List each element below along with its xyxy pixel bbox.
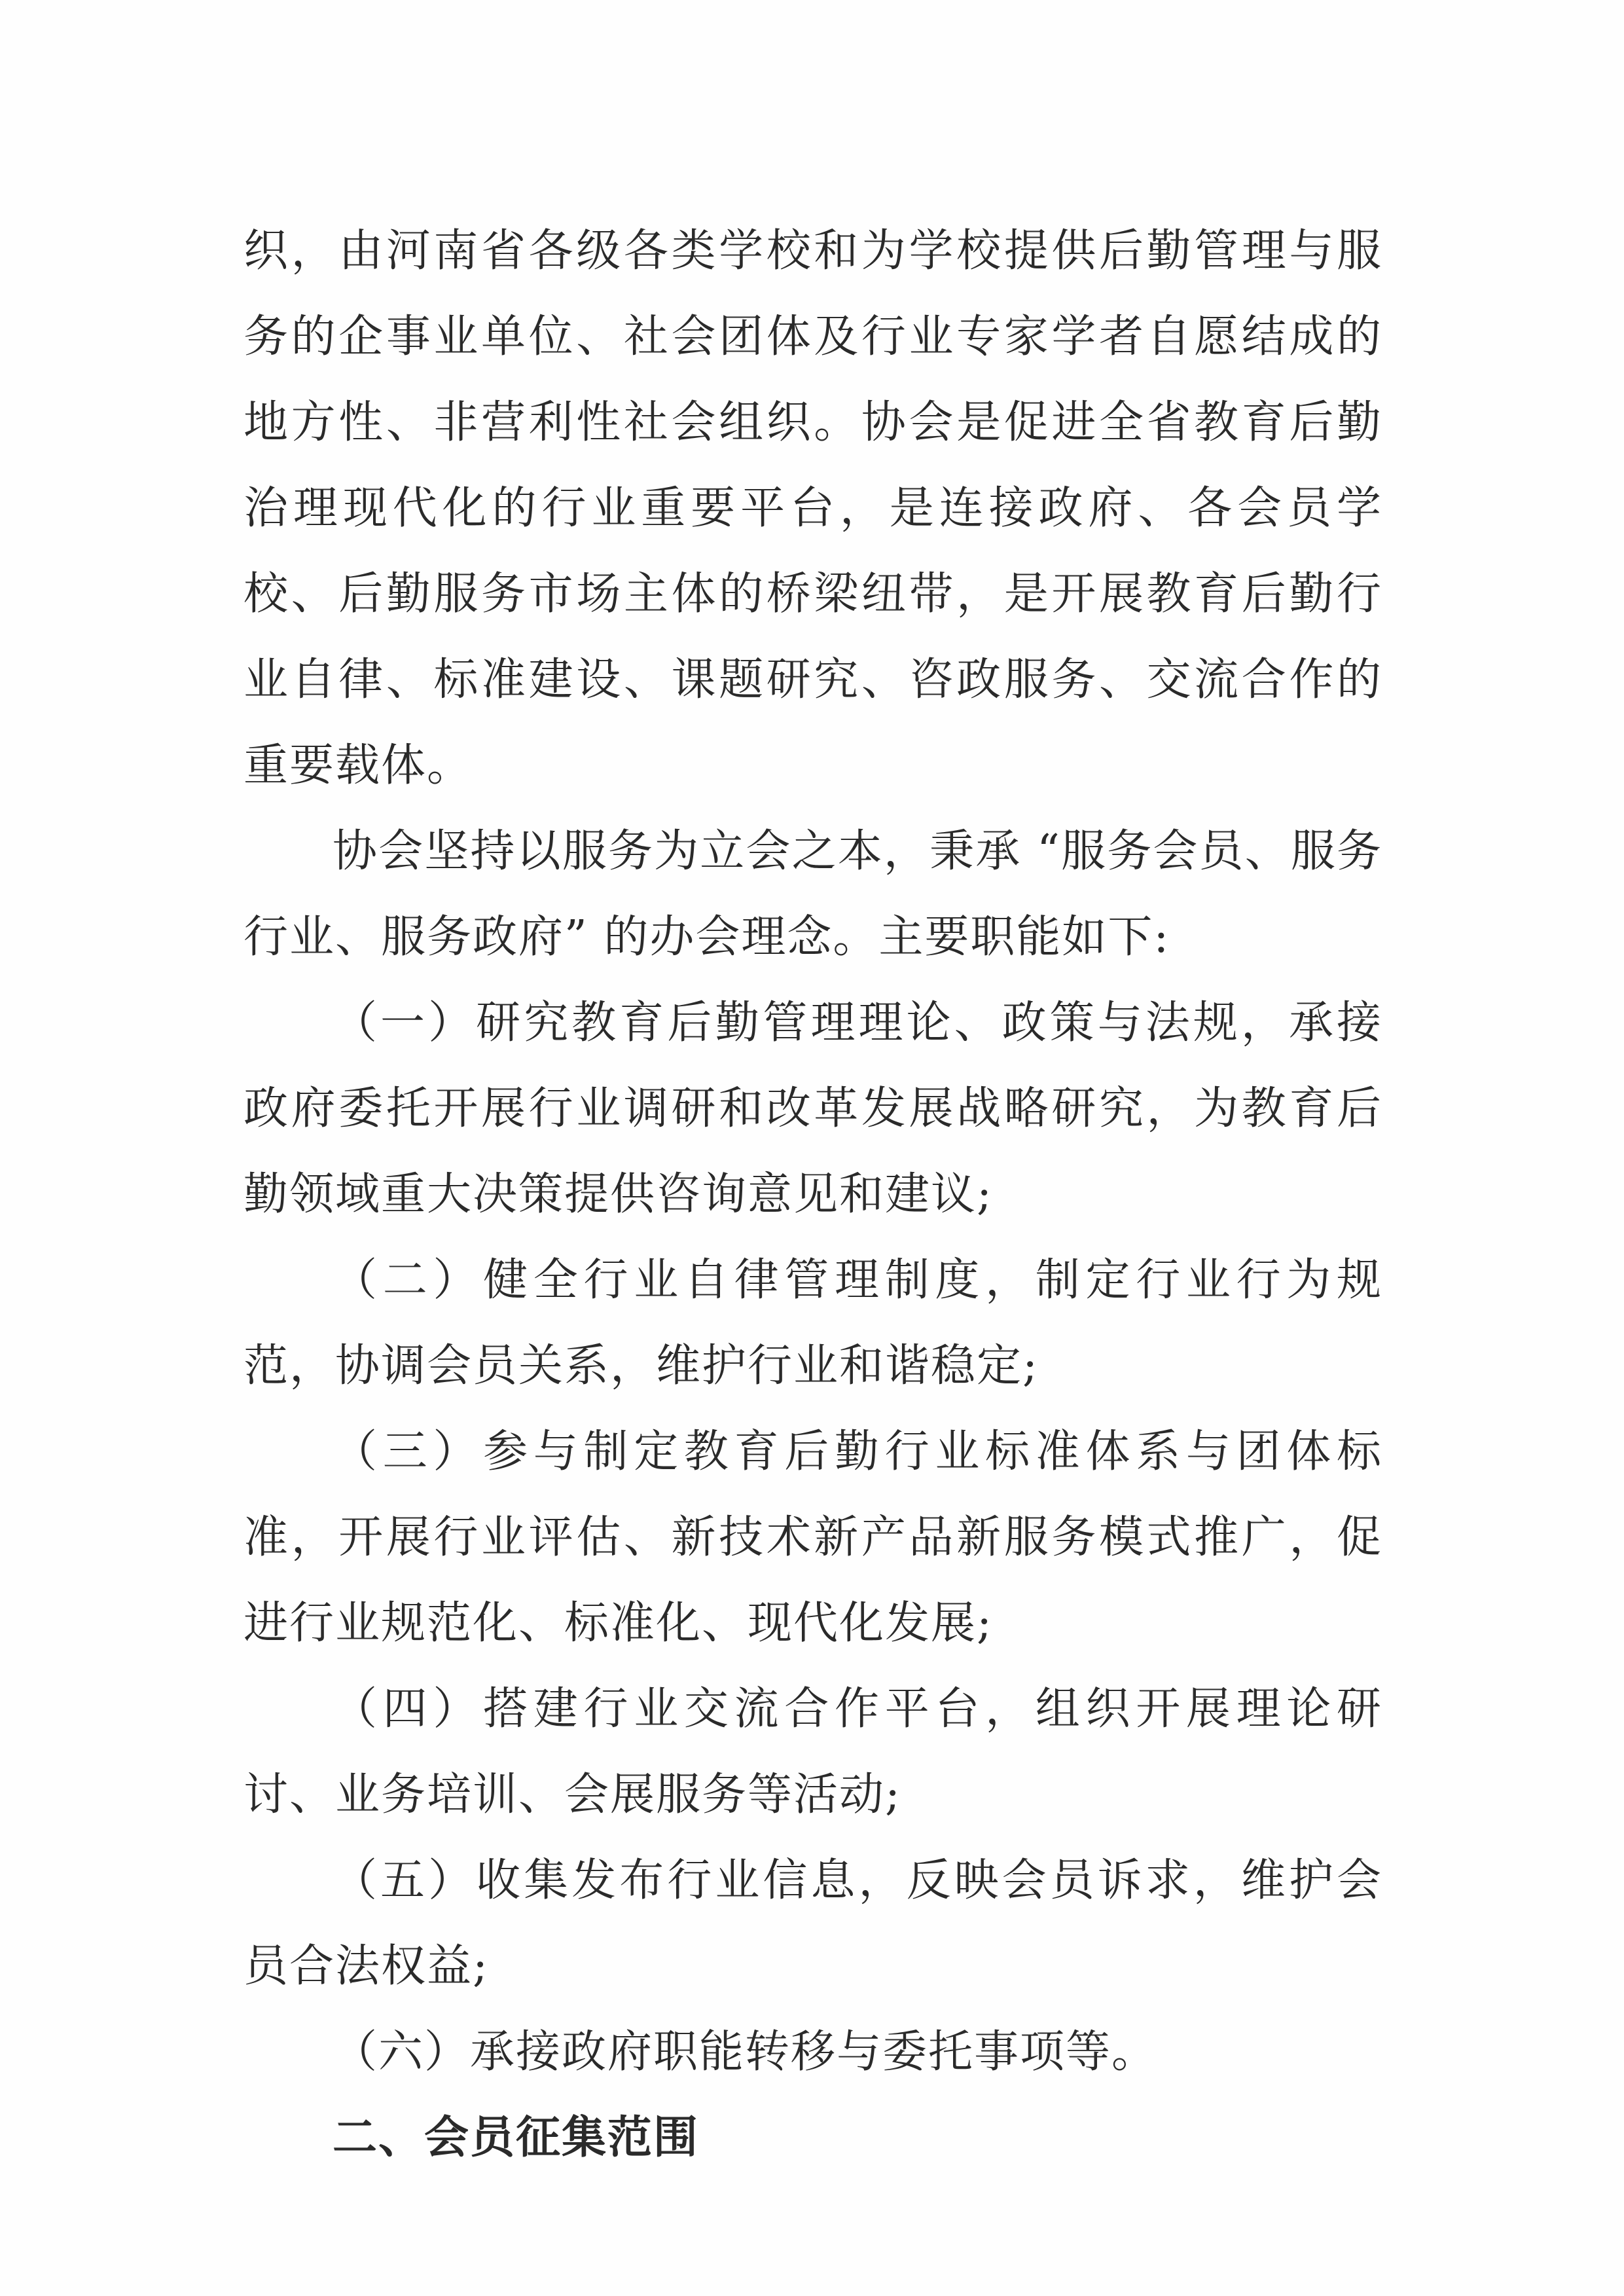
paragraph-service-philosophy: 协会坚持以服务为立会之本，秉承 “服务会员、服务行业、服务政府” 的办会理念。主要职能如下: (244, 826, 1382, 963)
function-item-3: （三）参与制定教育后勤行业标准体系与团体标准，开展行业评估、新技术新产品新服务模式推广，促进行业规范化、标准化、现代化发展; (244, 1426, 1382, 1649)
function-item-1: （一）研究教育后勤管理理论、政策与法规，承接政府委托开展行业调研和改革发展战略研究，为教育后勤领域重大决策提供咨询意见和建议; (244, 997, 1382, 1220)
document-body (244, 208, 1382, 2181)
section-heading-membership-scope: 二、会员征集范围 (333, 2112, 700, 2164)
function-item-5: （五）收集发布行业信息，反映会员诉求，维护会员合法权益; (244, 1855, 1382, 1992)
paragraph-association-intro: 织，由河南省各级各类学校和为学校提供后勤管理与服务的企事业单位、社会团体及行业专家学者自愿结成的地方性、非营利性社会组织。协会是促进全省教育后勤治理现代化的行业重要平台，是连接政府、各会员学校、后勤服务市场主体的桥梁纽带，是开展教育后勤行业自律、标准建设、课题研究、咨政服务、交流合作的重要载体。 (244, 225, 1382, 792)
function-item-6: （六）承接政府职能转移与委托事项等。 (333, 2026, 1158, 2078)
function-item-4: （四）搭建行业交流合作平台，组织开展理论研讨、业务培训、会展服务等活动; (244, 1683, 1382, 1821)
function-item-2: （二）健全行业自律管理制度，制定行业行为规范，协调会员关系，维护行业和谐稳定; (244, 1254, 1382, 1392)
